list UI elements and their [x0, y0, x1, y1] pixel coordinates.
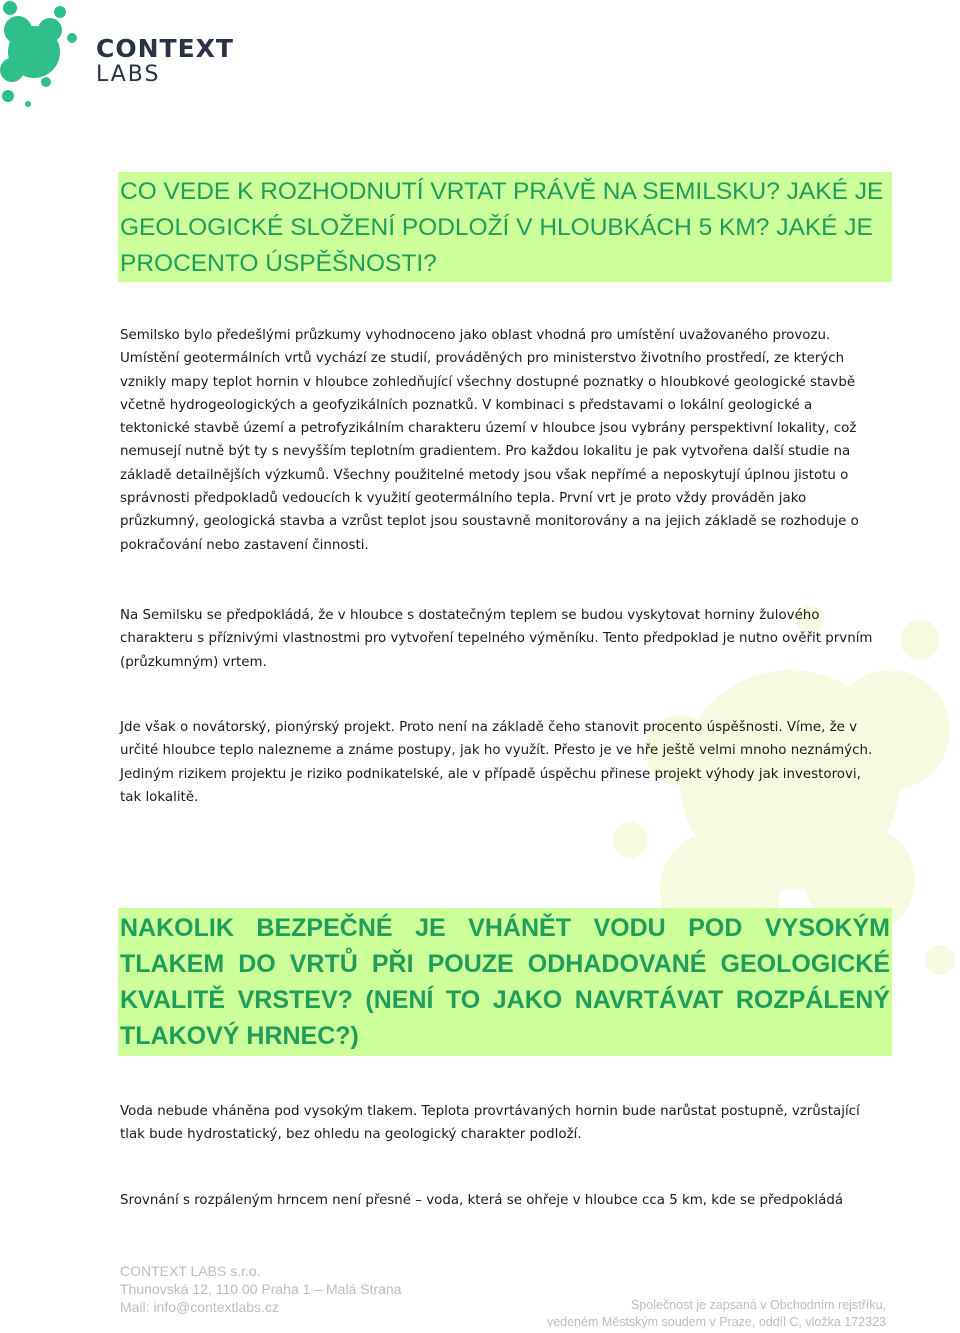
logo-text-labs: LABS	[96, 62, 161, 87]
footer-registry	[547, 1297, 886, 1331]
footer-registry-line1: Společnost je zapsaná v Obchodním rejstříku,	[631, 1298, 886, 1312]
paragraph-granite-rocks: Na Semilsku se předpokládá, že v hloubce s dostatečným teplem se budou vyskytovat horniny žulového charakteru s příznivými vlastnostmi pro vytvoření tepelného výměníku. Tento předpoklad je nutno ověřit prvním (průzkumným) vrtem.	[120, 608, 873, 670]
footer-address: Thunovská 12, 110 00 Praha 1 – Malá Strana	[120, 1281, 402, 1297]
footer-registry-line2: vedeném Městským soudem v Praze, oddíl C, vložka 172323	[546, 1315, 886, 1329]
paragraph-semilsko-intro: Semilsko bylo předešlými průzkumy vyhodnoceno jako oblast vhodná pro umístění uvažovaného provozu. Umístění geotermálních vrtů vychází ze studií, prováděných pro ministerstvo životního prostředí, ze kterých vznikly mapy teplot hornin v hloubce zohledňující všechny dostupné poznatky o hloubkové geologické stavbě včetně hydrogeologických a geofyzikálních poznatků. V kombinaci s představami o lokální geologické a tektonické stavbě území a petrofyzikálním charakteru území v hloubce jsou vybrány perspektivní lokality, což nemusejí nutně být ty s nevyšším teplotním gradientem. Pro každou lokalitu je pak vytvořena další studie na základě detailnějších výzkumů. Všechny použitelné metody jsou však nepřímé a neposkytují úplnou jistotu o správnosti předpokladů vedoucích k využití geotermálního tepla. První vrt je proto vždy prováděn jako průzkumný, geologická stavba a vzrůst teplot jsou soustavně monitorovány a na jejich základě se rozhoduje o pokračování nebo zastavení činnosti.	[120, 328, 859, 553]
section-heading-semilsko: CO VEDE K ROZHODNUTÍ VRTAT PRÁVĚ NA SEMILSKU? JAKÉ JE GEOLOGICKÉ SLOŽENÍ PODLOŽÍ V HLOUBKÁCH 5 KM? JAKÉ JE PROCENTO ÚSPĚŠNOSTI?	[118, 172, 892, 282]
footer-mail[interactable]: Mail: info@contextlabs.cz	[120, 1299, 279, 1315]
paragraph-water-pressure: Voda nebude vháněna pod vysokým tlakem. Teplota provrtávaných hornin bude narůstat postupně, vzrůstající tlak bude hydrostatický, bez ohledu na geologický charakter podloží.	[120, 1104, 860, 1143]
logo-text-context: CONTEXT	[96, 34, 234, 63]
section-heading-safety: NAKOLIK BEZPEČNÉ JE VHÁNĚT VODU POD VYSOKÝM TLAKEM DO VRTŮ PŘI POUZE ODHADOVANÉ GEOLOGICKÉ KVALITĚ VRSTEV? (NENÍ TO JAKO NAVRTÁVAT ROZPÁLENÝ TLAKOVÝ HRNEC?)	[118, 908, 892, 1056]
paragraph-pot-comparison: Srovnání s rozpáleným hrncem není přesné – voda, která se ohřeje v hloubce cca 5 km, kde se předpokládá	[120, 1193, 844, 1208]
paragraph-pioneer-project: Jde však o novátorský, pionýrský projekt. Proto není na základě čeho stanovit procento úspěšnosti. Víme, že v určité hloubce teplo nalezneme a známe postupy, jak ho využít. Přesto je ve hře ještě velmi mnoho neznámých. Jediným rizikem projektu je riziko podnikatelské, ale v případě úspěchu přinese projekt výhody jak investorovi, tak lokalitě.	[120, 720, 873, 805]
footer-contact	[120, 1262, 401, 1316]
company-logo	[0, 0, 260, 100]
footer-company: CONTEXT LABS s.r.o.	[120, 1263, 261, 1279]
